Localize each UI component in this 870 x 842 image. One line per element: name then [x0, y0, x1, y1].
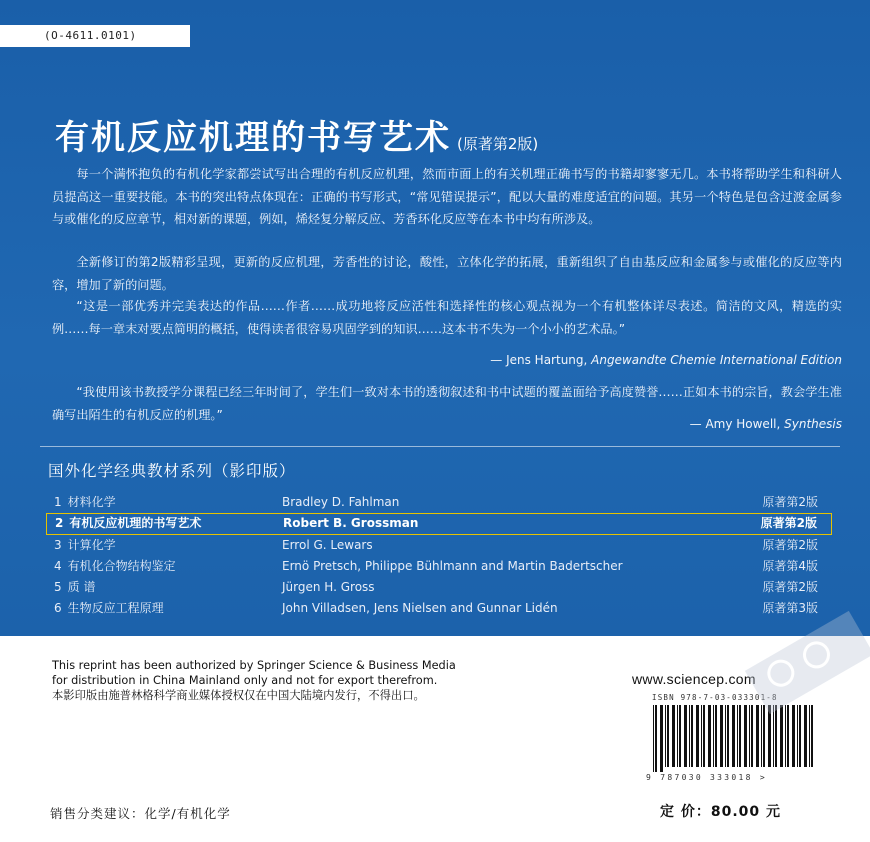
- barcode-bar: [684, 705, 687, 767]
- isbn-text: ISBN 978-7-03-033301-8: [652, 693, 778, 702]
- series-item-title: 生物反应工程原理: [67, 601, 164, 615]
- series-item-edition: 原著第2版: [762, 580, 818, 594]
- review-attribution-1: [242, 353, 842, 367]
- section-divider: [40, 446, 840, 447]
- series-item-number: 5: [54, 580, 62, 594]
- barcode-digits: 9 787030 333018 >: [646, 773, 767, 782]
- barcode-bar: [715, 705, 717, 767]
- series-item-author: Errol G. Lewars: [282, 538, 373, 552]
- series-item-author: Bradley D. Fahlman: [282, 495, 400, 509]
- series-heading: 国外化学经典教材系列（影印版）: [48, 462, 296, 480]
- barcode-bar: [677, 705, 678, 767]
- barcode: [651, 705, 815, 772]
- series-item-edition: 原著第3版: [762, 601, 818, 615]
- series-item-author: John Villadsen, Jens Nielsen and Gunnar Lidén: [282, 601, 558, 615]
- book-code: (O-4611.0101): [0, 25, 190, 47]
- barcode-bar: [732, 705, 735, 767]
- description-paragraph-1: 每一个满怀抱负的有机化学家都尝试写出合理的有机反应机理，然而市面上的有关机理正确书写的书籍却寥寥无几。本书将帮助学生和科研人员提高这一重要技能。本书的突出特点体现在：正确的书写形式，“常见错误提示”，配以大量的难度适宜的问题。其另一个特色是包含过渡金属参与或催化的反应章节，相对新的课题，例如，烯烃复分解反应、芳香环化反应等在本书中均有所涉及。: [52, 167, 842, 226]
- barcode-bar: [703, 705, 705, 767]
- description-paragraph-2: 全新修订的第2版精彩呈现，更新的反应机理，芳香性的讨论，酸性，立体化学的拓展，重新组织了自由基反应和金属参与或催化的反应等内容，增加了新的问题。: [52, 255, 842, 292]
- series-item: [46, 556, 832, 577]
- series-item: [46, 535, 832, 556]
- series-item-edition: 原著第2版: [762, 538, 818, 552]
- barcode-bar: [763, 705, 765, 767]
- barcode-bar: [739, 705, 741, 767]
- barcode-bar: [792, 705, 795, 767]
- barcode-bar: [720, 705, 723, 767]
- series-item: [46, 492, 832, 513]
- barcode-bar: [672, 705, 675, 767]
- series-item-edition: 原著第2版: [760, 516, 817, 530]
- copyright-line-en-1: This reprint has been authorized by Springer Science & Business Media: [52, 659, 456, 672]
- barcode-bar: [653, 705, 654, 772]
- barcode-bar: [756, 705, 759, 767]
- series-item-number: 6: [54, 601, 62, 615]
- book-title: 有机反应机理的书写艺术: [55, 118, 451, 158]
- review-quote-1: “这是一部优秀并完美表达的作品……作者……成功地将反应活性和选择性的核心观点视为一个有机整体详尽表述。简洁的文风，精选的实例……每一章末对要点简明的概括，使得读者很容易巩固学到的知识……这本书不失为一个小小的艺术品。”: [52, 299, 842, 336]
- series-item-title: 计算化学: [67, 538, 116, 552]
- barcode-bar: [708, 705, 711, 767]
- barcode-bar: [665, 705, 666, 767]
- book-edition-note: (原著第2版): [457, 135, 539, 153]
- barcode-bar: [744, 705, 747, 767]
- barcode-bar: [787, 705, 789, 767]
- barcode-bar: [780, 705, 783, 767]
- barcode-bar: [799, 705, 801, 767]
- series-list: [46, 492, 832, 619]
- copyright-line-en-2: for distribution in China Mainland only and not for export therefrom.: [52, 674, 438, 687]
- series-item: [46, 577, 832, 598]
- review-source-2: Synthesis: [784, 417, 842, 431]
- barcode-bar: [660, 705, 663, 772]
- review-author-2: — Amy Howell,: [689, 417, 781, 431]
- series-item: [46, 598, 832, 619]
- barcode-bar: [811, 705, 813, 767]
- barcode-bar: [773, 705, 774, 767]
- sales-category: 销售分类建议：化学/有机化学: [50, 806, 231, 821]
- series-item-edition: 原著第2版: [762, 495, 818, 509]
- barcode-bar: [691, 705, 693, 767]
- barcode-bar: [727, 705, 729, 767]
- barcode-bar: [667, 705, 669, 767]
- series-item-edition: 原著第4版: [762, 559, 818, 573]
- barcode-bar: [749, 705, 750, 767]
- series-item-author: Ernö Pretsch, Philippe Bühlmann and Martin Badertscher: [282, 559, 623, 573]
- price: 定 价：80.00 元: [660, 804, 782, 820]
- series-item-title: 材料化学: [67, 495, 116, 509]
- series-item-title: 有机化合物结构鉴定: [67, 559, 176, 573]
- barcode-bar: [751, 705, 753, 767]
- copyright-line-cn: 本影印版由施普林格科学商业媒体授权仅在中国大陆境内发行，不得出口。: [52, 689, 425, 702]
- barcode-bar: [737, 705, 738, 767]
- publisher-website: www.sciencep.com: [632, 671, 756, 687]
- series-item-title: 有机反应机理的书写艺术: [69, 516, 202, 530]
- series-item-number: 1: [54, 495, 62, 509]
- copyright-notice: [52, 658, 456, 703]
- review-quote-2: “我使用该书教授学分课程已经三年时间了，学生们一致对本书的透彻叙述和书中试题的覆盖面给予高度赞誉……正如本书的宗旨，教会学生准确写出陌生的有机反应的机理。”: [52, 385, 842, 422]
- review-source-1: Angewandte Chemie International Edition: [591, 353, 842, 367]
- barcode-bar: [775, 705, 777, 767]
- barcode-bar: [725, 705, 726, 767]
- barcode-bar: [713, 705, 714, 767]
- barcode-bar: [655, 705, 657, 772]
- barcode-bar: [804, 705, 807, 767]
- series-item-author: Robert B. Grossman: [283, 516, 419, 530]
- series-item-number: 3: [54, 538, 62, 552]
- book-title-row: [55, 110, 538, 159]
- barcode-bar: [785, 705, 786, 767]
- barcode-bar: [809, 705, 810, 767]
- series-item-current: [46, 513, 832, 535]
- series-item-number: 4: [54, 559, 62, 573]
- barcode-bar: [761, 705, 762, 767]
- review-attribution-2: [242, 417, 842, 431]
- series-item-number: 2: [55, 516, 64, 530]
- barcode-bar: [768, 705, 771, 767]
- review-author-1: — Jens Hartung,: [490, 353, 588, 367]
- barcode-bar: [701, 705, 702, 767]
- barcode-bar: [689, 705, 690, 767]
- series-item-author: Jürgen H. Gross: [282, 580, 375, 594]
- barcode-bar: [797, 705, 798, 767]
- series-item-title: 质 谱: [67, 580, 96, 594]
- barcode-bar: [696, 705, 699, 767]
- barcode-bar: [679, 705, 681, 767]
